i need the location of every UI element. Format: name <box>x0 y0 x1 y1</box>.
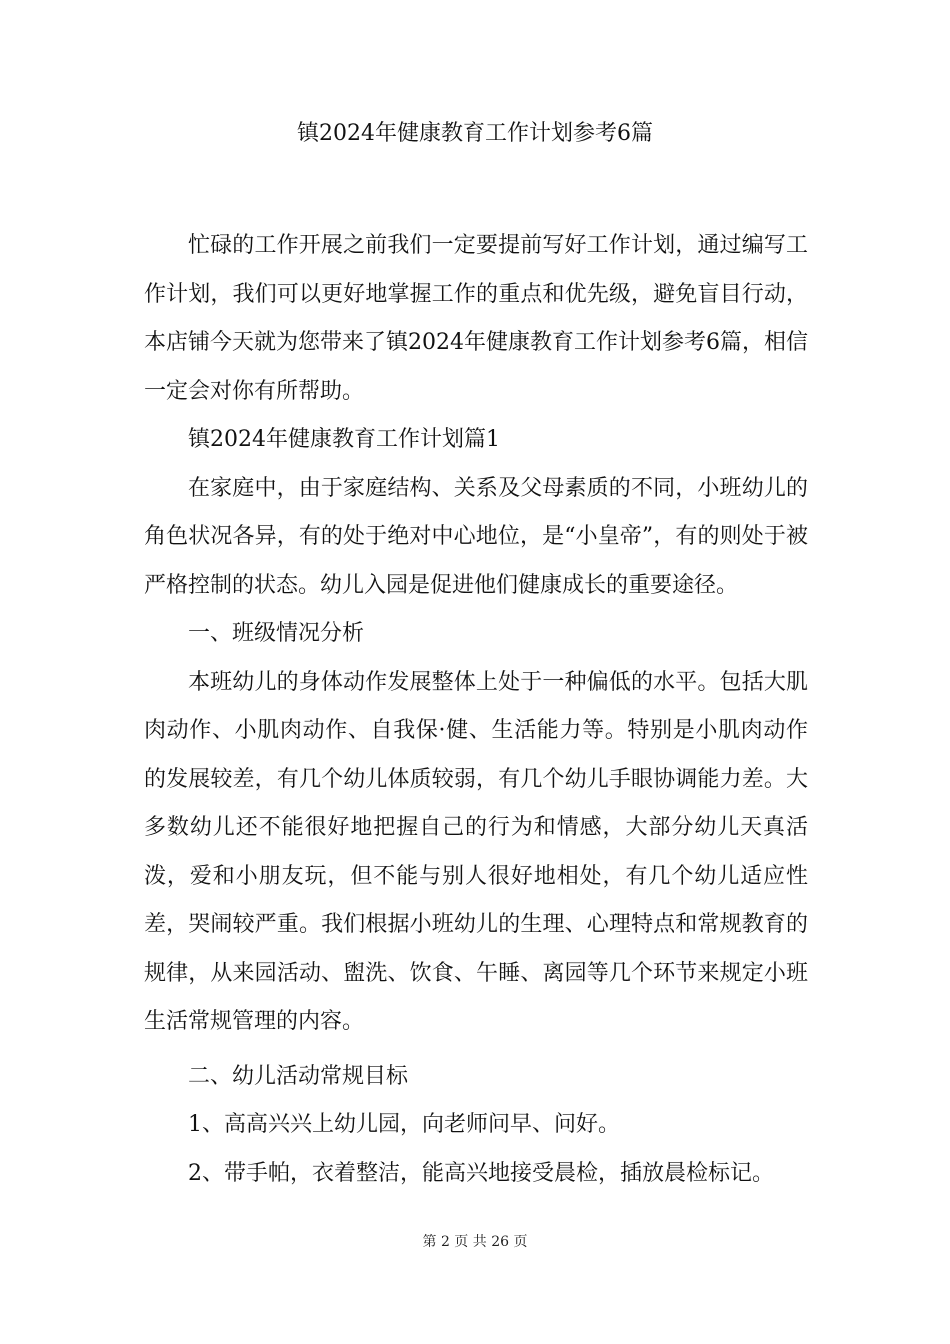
document-body <box>144 222 808 1198</box>
list-item: 1、高高兴兴上幼儿园，向老师问早、问好。 <box>188 1112 620 1137</box>
subsection-heading: 二、幼儿活动常规目标 <box>188 1063 409 1089</box>
document-title: 镇2024年健康教育工作计划参考6篇 <box>297 121 653 146</box>
list-item: 2、带手帕，衣着整洁，能高兴地接受晨检，插放晨检标记。 <box>188 1160 774 1186</box>
page-footer: 第 2 页 共 26 页 <box>422 1234 528 1250</box>
body-paragraph: 本班幼儿的身体动作发展整体上处于一种偏低的水平。包括大肌肉动作、小肌肉动作、自我保·健、生活能力等。特别是小肌肉动作的发展较差，有几个幼儿体质较弱，有几个幼儿手眼协调能力差。大多数幼儿还不能很好地把握自己的行为和情感，大部分幼儿天真活泼，爱和小朋友玩，但不能与别人很好地相处，有几个幼儿适应性差，哭闹较严重。我们根据小班幼儿的生理、心理特点和常规教育的规律，从来园活动、盥洗、饮食、午睡、离园等几个环节来规定小班生活常规管理的内容。 <box>144 669 808 1034</box>
intro-paragraph: 忙碌的工作开展之前我们一定要提前写好工作计划，通过编写工作计划，我们可以更好地掌握工作的重点和优先级，避免盲目行动，本店铺今天就为您带来了镇2024年健康教育工作计划参考6篇，相信一定会对你有所帮助。 <box>144 233 808 404</box>
section-heading: 镇2024年健康教育工作计划篇1 <box>188 427 500 452</box>
subsection-heading: 一、班级情况分析 <box>188 621 365 646</box>
body-paragraph: 在家庭中，由于家庭结构、关系及父母素质的不同，小班幼儿的角色状况各异，有的处于绝对中心地位，是“小皇帝”，有的则处于被严格控制的状态。幼儿入园是促进他们健康成长的重要途径。 <box>144 475 808 598</box>
